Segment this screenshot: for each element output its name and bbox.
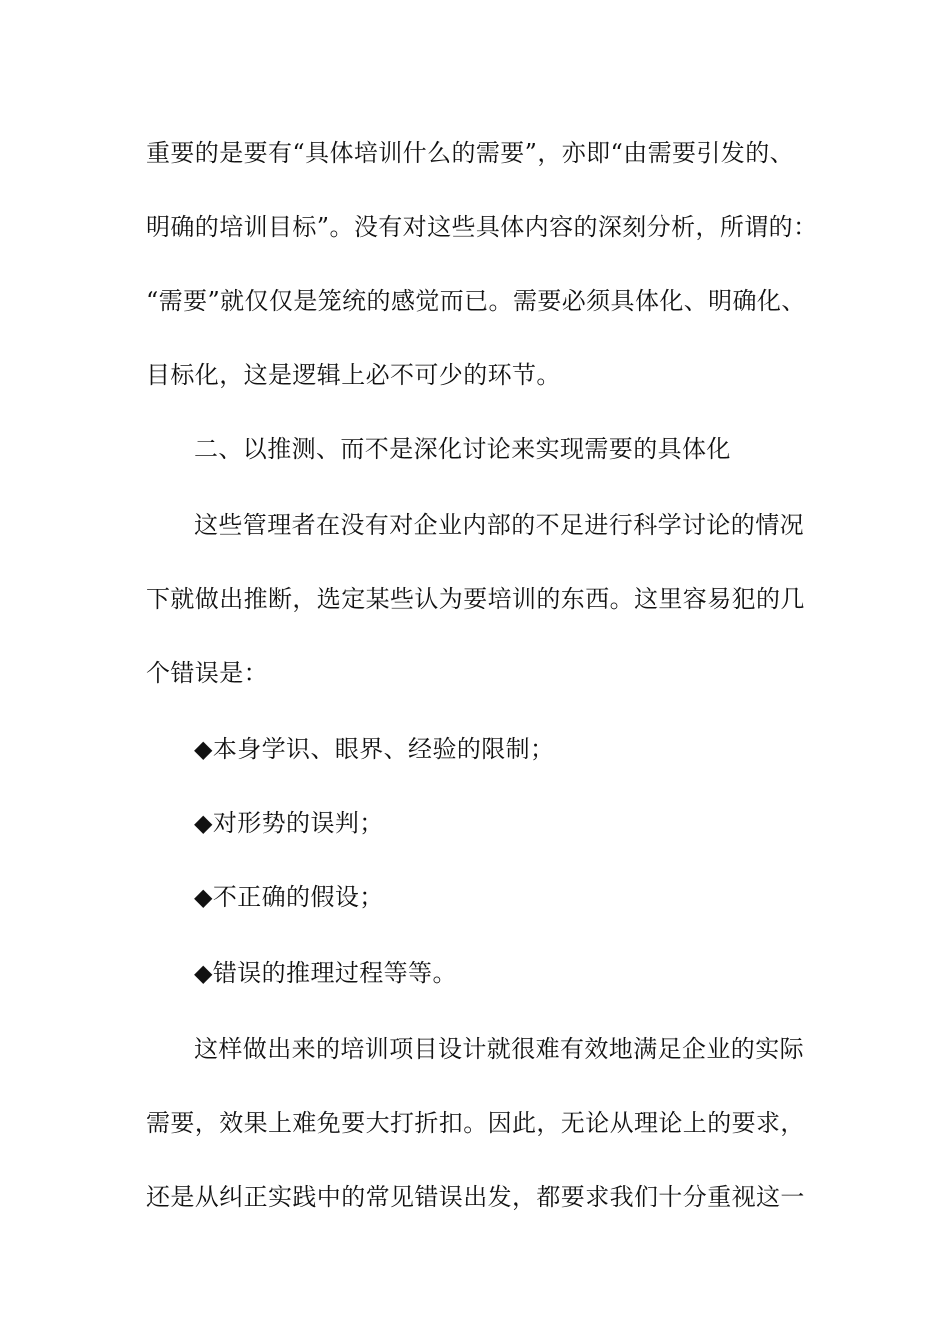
text-line: 还是从纠正实践中的常见错误出发，都要求我们十分重视这一 bbox=[146, 1183, 805, 1211]
text-line: 明确的培训目标”。没有对这些具体内容的深刻分析，所谓的： bbox=[146, 213, 818, 241]
text-line: “需要”就仅仅是笼统的感觉而已。需要必须具体化、明确化、 bbox=[146, 287, 806, 315]
bullet-item: ◆对形势的误判； bbox=[194, 809, 384, 837]
text-line: 需要，效果上难免要大打折扣。因此，无论从理论上的要求， bbox=[146, 1109, 805, 1137]
bullet-item: ◆本身学识、眼界、经验的限制； bbox=[194, 735, 555, 763]
text-line: 重要的是要有“具体培训什么的需要”，亦即“由需要引发的、 bbox=[146, 139, 795, 167]
bullet-item: ◆错误的推理过程等等。 bbox=[194, 959, 457, 987]
text-line: 个错误是： bbox=[146, 659, 268, 687]
bullet-item: ◆不正确的假设； bbox=[194, 883, 384, 911]
text-line: 这些管理者在没有对企业内部的不足进行科学讨论的情况 bbox=[194, 511, 804, 539]
text-line: 目标化，这是逻辑上必不可少的环节。 bbox=[146, 361, 561, 389]
section-heading: 二、以推测、而不是深化讨论来实现需要的具体化 bbox=[194, 435, 731, 463]
text-line: 这样做出来的培训项目设计就很难有效地满足企业的实际 bbox=[194, 1035, 804, 1063]
text-line: 下就做出推断，选定某些认为要培训的东西。这里容易犯的几 bbox=[146, 585, 805, 613]
